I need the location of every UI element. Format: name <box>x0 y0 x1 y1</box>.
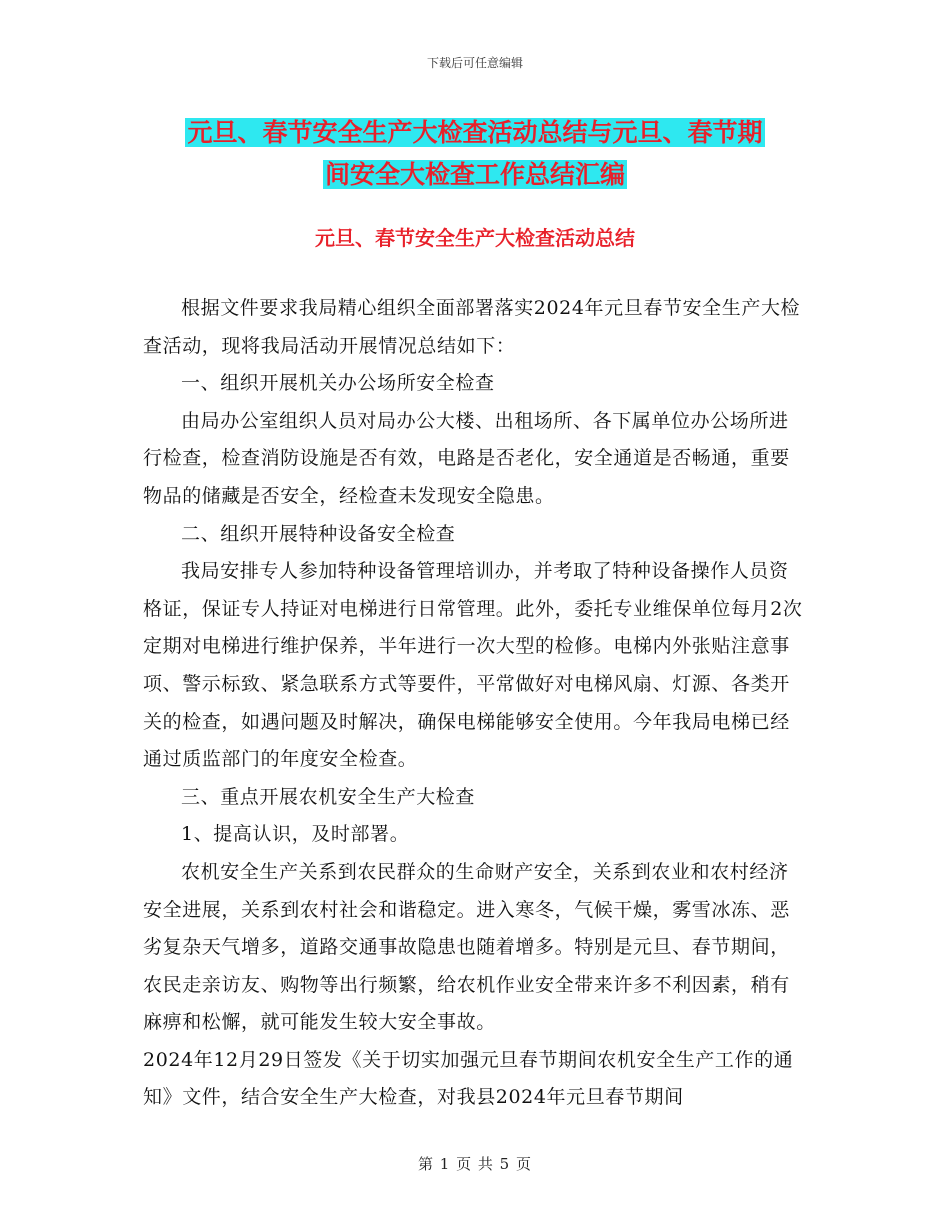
document-title-line-1: 元旦、春节安全生产大检查活动总结与元旦、春节期 <box>187 118 763 147</box>
document-body <box>143 290 807 1117</box>
document-title <box>140 112 810 196</box>
section-title: 元旦、春节安全生产大检查活动总结 <box>315 226 635 250</box>
paragraph-special-equipment-check: 我局安排专人参加特种设备管理培训办，并考取了特种设备操作人员资格证，保证专人持证对电梯进行日常管理。此外，委托专业维保单位每月2次定期对电梯进行维护保养，半年进行一次大型的检修。电梯内外张贴注意事项、警示标致、紧急联系方式等要件，平常做好对电梯风扇、灯源、各类开关的检查，如遇问题及时解决，确保电梯能够安全使用。今年我局电梯已经通过质监部门的年度安全检查。 <box>143 560 803 771</box>
heading-office-safety-check: 一、组织开展机关办公场所安全检查 <box>181 372 495 395</box>
heading-agricultural-machinery-check: 三、重点开展农机安全生产大检查 <box>181 785 476 808</box>
paragraph-notice-issued: 2024年12月29日签发《关于切实加强元旦春节期间农机安全生产工作的通知》文件，结合安全生产大检查，对我县2024年元旦春节期间 <box>143 1048 794 1109</box>
paragraph-office-safety-check: 由局办公室组织人员对局办公大楼、出租场所、各下属单位办公场所进行检查，检查消防设施是否有效，电路是否老化，安全通道是否畅通，重要物品的储藏是否安全，经检查未发现安全隐患。 <box>143 409 790 507</box>
subheading-raise-awareness: 1、提高认识，及时部署。 <box>181 823 410 846</box>
heading-special-equipment-check: 二、组织开展特种设备安全检查 <box>181 522 456 545</box>
paragraph-intro: 根据文件要求我局精心组织全面部署落实2024年元旦春节安全生产大检查活动，现将我局活动开展情况总结如下： <box>143 297 801 357</box>
document-title-line-2: 间安全大检查工作总结汇编 <box>324 160 625 189</box>
paragraph-agricultural-safety: 农机安全生产关系到农民群众的生命财产安全，关系到农业和农村经济安全进展，关系到农村社会和谐稳定。进入寒冬，气候干燥，雾雪冰冻、恶劣复杂天气增多，道路交通事故隐患也随着增多。特别是元旦、春节期间，农民走亲访友、购物等出行频繁，给农机作业安全带来许多不利因素，稍有麻痹和松懈，就可能发生较大安全事故。 <box>143 860 790 1034</box>
header-note: 下载后可任意编辑 <box>426 56 523 70</box>
page-number-footer: 第 1 页 共 5 页 <box>418 1155 532 1173</box>
